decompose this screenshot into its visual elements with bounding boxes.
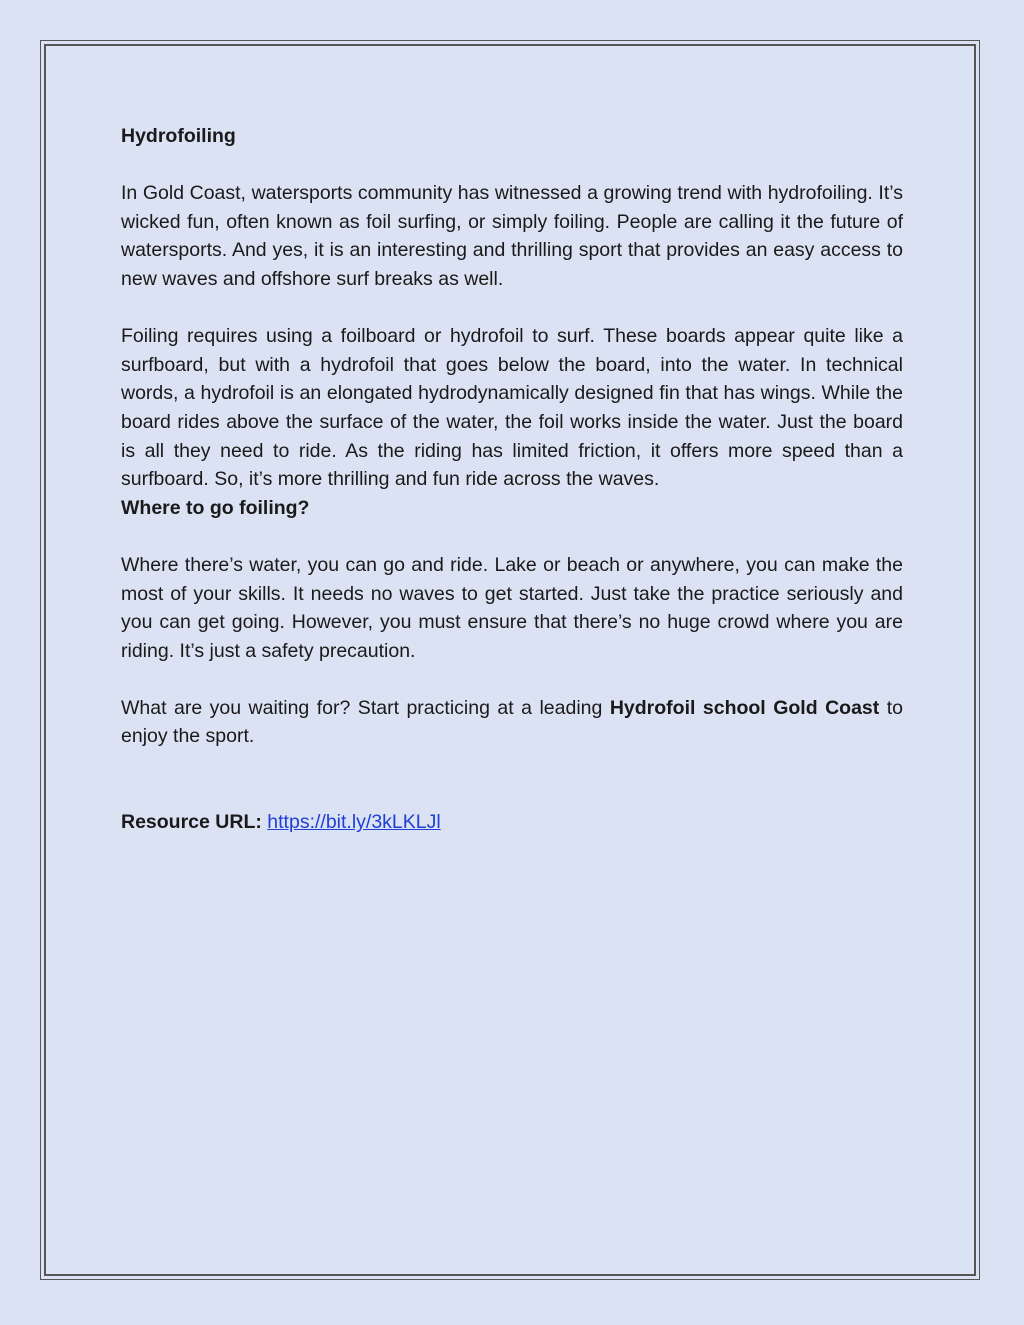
cta-prefix: What are you waiting for? Start practicing at a leading xyxy=(121,696,610,719)
resource-label: Resource URL: xyxy=(121,811,262,834)
spacer xyxy=(121,522,903,551)
paragraph-cta xyxy=(121,694,903,751)
resource-line xyxy=(121,808,903,837)
paragraph-intro: In Gold Coast, watersports community has witnessed a growing trend with hydrofoiling. It’s wicked fun, often known as foil surfing, or simply foiling. People are calling it the future of watersports. And yes, it is an interesting and thrilling sport that provides an easy access to new waves and offshore surf breaks as well. xyxy=(121,182,903,290)
spacer xyxy=(121,665,903,694)
spacer xyxy=(121,751,903,780)
resource-url-link[interactable]: https://bit.ly/3kLKLJl xyxy=(267,811,441,834)
cta-bold-link-text: Hydrofoil school Gold Coast xyxy=(609,696,880,719)
cta-suffix: to enjoy the sport. xyxy=(121,696,904,748)
subheading-where: Where to go foiling? xyxy=(121,496,310,519)
spacer xyxy=(121,151,903,180)
document-body xyxy=(121,122,903,837)
spacer xyxy=(121,780,903,809)
paragraph-foiling: Foiling requires using a foilboard or hydrofoil to surf. These boards appear quite like a surfboard, but with a hydrofoil that goes below the board, into the water. In technical words, a hydrofoil is an elongated hydrodynamically designed fin that has wings. While the board rides above the surface of the water, the foil works inside the water. Just the board is all they need to ride. As the riding has limited friction, it offers more speed than a surfboard. So, it’s more thrilling and fun ride across the waves. xyxy=(121,325,903,491)
spacer xyxy=(121,294,903,323)
paragraph-where: Where there’s water, you can go and ride. Lake or beach or anywhere, you can make the most of your skills. It needs no waves to get started. Just take the practice seriously and you can get going. However, you must ensure that there’s no huge crowd where you are riding. It’s just a safety precaution. xyxy=(121,553,903,662)
document-title: Hydrofoiling xyxy=(121,125,236,147)
